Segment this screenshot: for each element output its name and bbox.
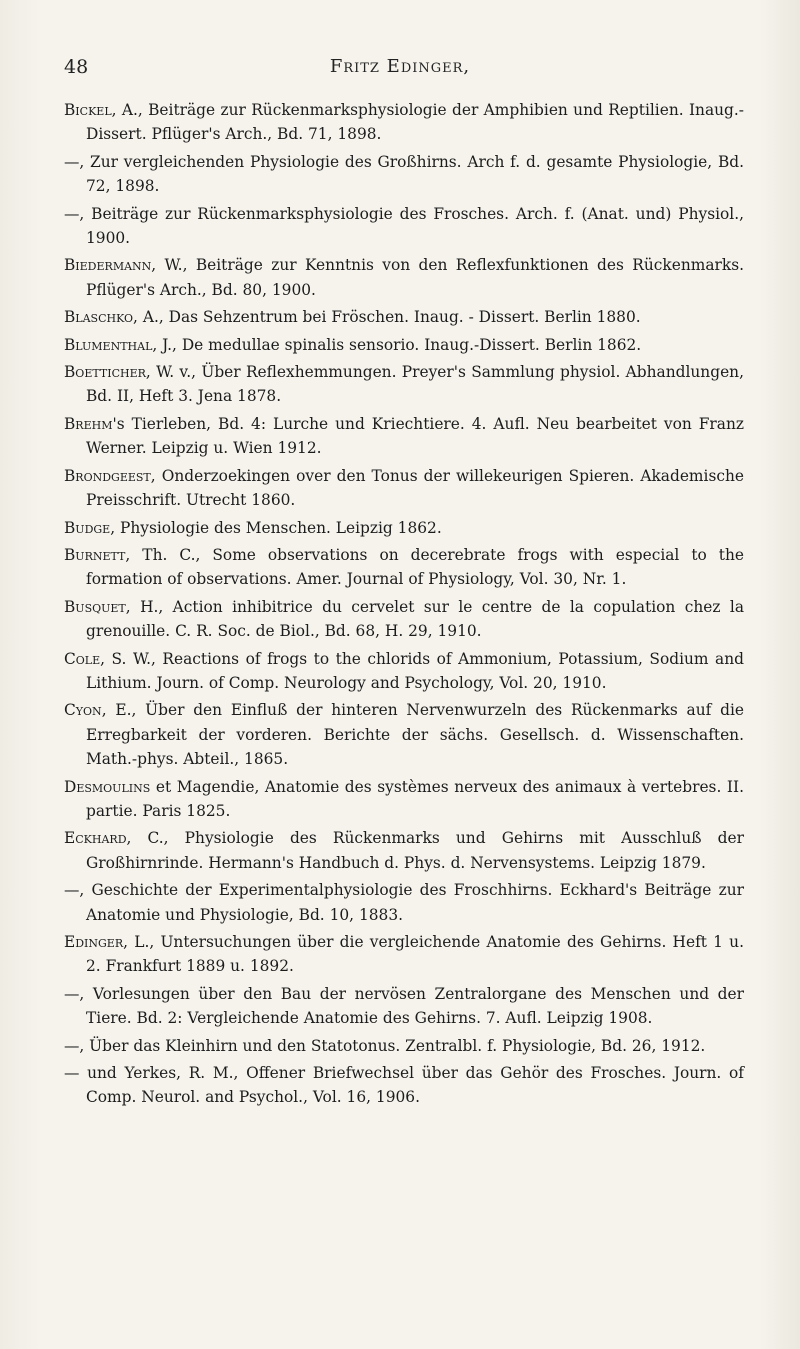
reference-text: , W. v., Über Reflexhemmungen. Preyer's Sammlung physiol. Abhandlungen, Bd. II, Heft 3. Jena 1878.	[86, 363, 744, 406]
reference-author: Bickel	[64, 101, 112, 119]
reference-text: , W., Beiträge zur Kenntnis von den Reflexfunktionen des Rückenmarks. Pflüger's Arch., Bd. 80, 1900.	[86, 256, 744, 299]
reference-entry	[64, 543, 744, 592]
reference-entry	[64, 595, 744, 644]
reference-entry	[64, 982, 744, 1031]
reference-entry	[64, 647, 744, 696]
reference-text: , Physiologie des Menschen. Leipzig 1862.	[110, 518, 442, 537]
reference-text: —, Geschichte der Experimentalphysiologie des Froschhirns. Eckhard's Beiträge zur Anatomie und Physiologie, Bd. 10, 1883.	[64, 881, 744, 924]
reference-entry	[64, 150, 744, 199]
reference-text: , A., Beiträge zur Rückenmarksphysiologie der Amphibien und Reptilien. Inaug.-Dissert. Pflüger's Arch., Bd. 71, 1898.	[86, 101, 744, 144]
reference-text: , C., Physiologie des Rückenmarks und Gehirns mit Ausschluß der Großhirnrinde. Hermann's Handbuch d. Phys. d. Nervensystems. Leipzig 1879.	[86, 829, 744, 872]
reference-text: , E., Über den Einfluß der hinteren Nervenwurzeln des Rückenmarks auf die Erregbarkeit der vorderen. Berichte der sächs. Gesellsch. d. Wissenschaften. Math.-phys. Abteil., 1865.	[86, 701, 744, 769]
reference-text: 's Tierleben, Bd. 4: Lurche und Kriechtiere. 4. Aufl. Neu bearbeitet von Franz Werner. Leipzig u. Wien 1912.	[86, 414, 744, 458]
reference-text: , S. W., Reactions of frogs to the chlorids of Ammonium, Potassium, Sodium and Lithium. Journ. of Comp. Neurology and Psychology, Vol. 20, 1910.	[86, 649, 744, 692]
reference-text: , L., Untersuchungen über die vergleichende Anatomie des Gehirns. Heft 1 u. 2. Frankfurt 1889 u. 1892.	[86, 933, 744, 976]
reference-text: —, Zur vergleichenden Physiologie des Großhirns. Arch f. d. gesamte Physiologie, Bd. 72, 1898.	[64, 152, 744, 196]
reference-entry	[64, 360, 744, 409]
reference-entry	[64, 333, 744, 357]
reference-author: Cole	[64, 649, 101, 668]
reference-author: Edinger	[64, 933, 124, 951]
reference-text: , H., Action inhibitrice du cervelet sur le centre de la copulation chez la grenouille. C. R. Soc. de Biol., Bd. 68, H. 29, 1910.	[86, 597, 744, 641]
reference-text: et Magendie, Anatomie des systèmes nerveux des animaux à vertebres. II. partie. Paris 1825.	[86, 777, 744, 820]
reference-list	[64, 98, 744, 1113]
reference-author: Biedermann	[64, 256, 152, 275]
reference-entry	[64, 98, 744, 147]
reference-entry	[64, 516, 744, 540]
reference-entry	[64, 826, 744, 875]
reference-text: —, Über das Kleinhirn und den Statotonus. Zentralbl. f. Physiologie, Bd. 26, 1912.	[64, 1036, 706, 1055]
reference-author: Busquet	[64, 597, 126, 616]
reference-text: , J., De medullae spinalis sensorio. Inaug.-Dissert. Berlin 1862.	[152, 335, 642, 354]
reference-author: Boetticher	[64, 363, 146, 382]
reference-text: , Onderzoekingen over den Tonus der willekeurigen Spieren. Akademische Preisschrift. Utrecht 1860.	[86, 466, 744, 510]
reference-author: Cyon	[64, 701, 102, 720]
reference-entry	[64, 202, 744, 251]
reference-text: —, Beiträge zur Rückenmarksphysiologie des Frosches. Arch. f. (Anat. und) Physiol., 1900.	[64, 204, 744, 248]
running-head	[64, 56, 736, 82]
reference-text: — und Yerkes, R. M., Offener Briefwechsel über das Gehör des Frosches. Journ. of Comp. Neurol. and Psychol., Vol. 16, 1906.	[64, 1064, 744, 1107]
reference-author: Brondgeest	[64, 466, 151, 485]
reference-author: Eckhard	[64, 829, 127, 848]
reference-text: , A., Das Sehzentrum bei Fröschen. Inaug. - Dissert. Berlin 1880.	[133, 308, 641, 327]
reference-author: Desmoulins	[64, 777, 151, 796]
reference-author: Budge	[64, 518, 111, 537]
reference-entry	[64, 464, 744, 513]
reference-author: Burnett	[64, 545, 126, 564]
reference-author: Blaschko	[64, 308, 134, 327]
reference-entry	[64, 775, 744, 824]
reference-entry	[64, 412, 744, 461]
reference-entry	[64, 878, 744, 927]
reference-author: Blumenthal	[64, 335, 153, 354]
reference-text: , Th. C., Some observations on decerebrate frogs with especial to the formation of observations. Amer. Journal of Physiology, Vol. 30, Nr. 1.	[86, 545, 744, 589]
reference-entry	[64, 698, 744, 771]
running-title: Fritz Edinger,	[329, 56, 471, 77]
reference-entry	[64, 1034, 744, 1058]
reference-author: Brehm	[64, 414, 113, 433]
page-number: 48	[64, 56, 89, 78]
reference-entry	[64, 253, 744, 302]
reference-text: —, Vorlesungen über den Bau der nervösen Zentralorgane des Menschen und der Tiere. Bd. 2: Vergleichende Anatomie des Gehirns. 7. Aufl. Leipzig 1908.	[64, 984, 744, 1028]
reference-entry	[64, 305, 744, 329]
reference-entry	[64, 1061, 744, 1110]
reference-entry	[64, 930, 744, 979]
